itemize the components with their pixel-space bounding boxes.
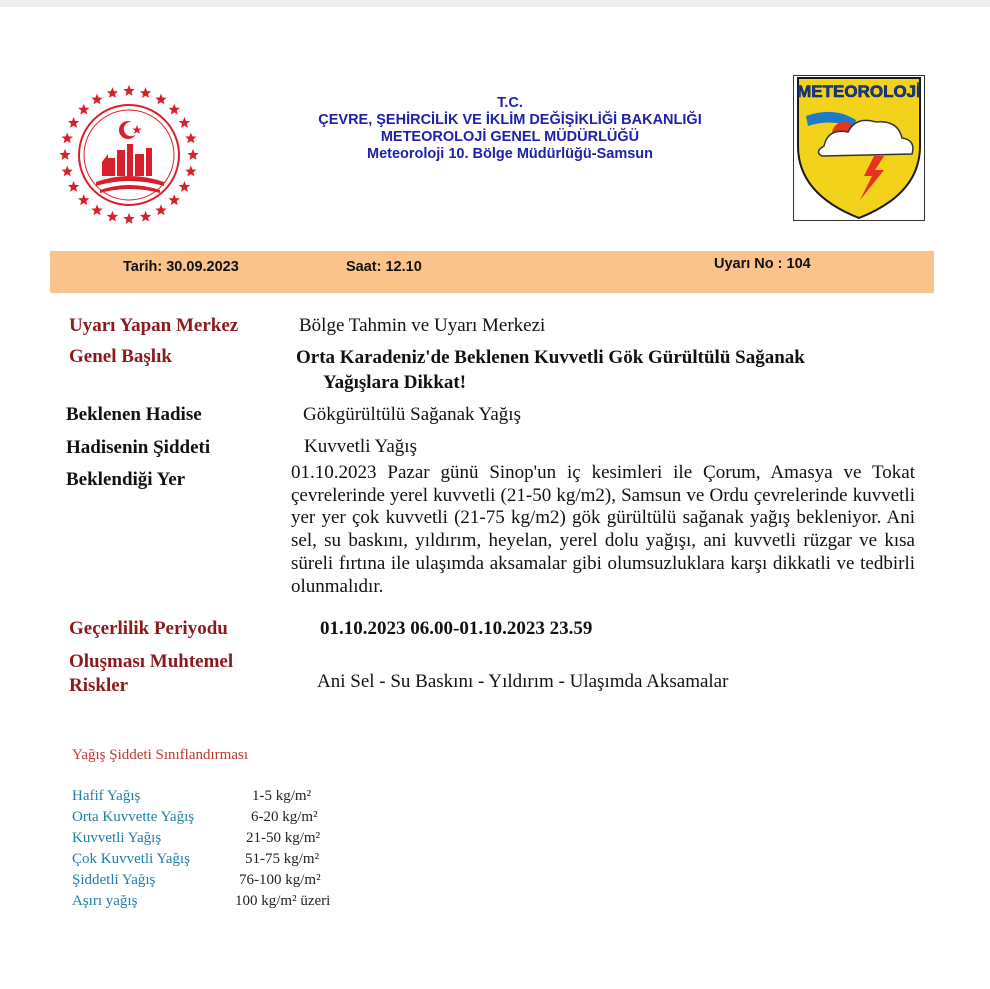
seal-star-icon (61, 166, 72, 177)
classification-value: 1-5 kg/m² (252, 788, 312, 804)
classification-row (72, 849, 372, 870)
location-value: 01.10.2023 Pazar günü Sinop'un iç kesimleri ile Çorum, Amasya ve Tokat çevrelerinde yerel kuvvetli (21-50 kg/m2), Samsun ve Ordu çevrelerinde kuvvetli yer yer çok kuvvetli (21-75 kg/m2) gök gürültülü sağanak yağış bekleniyor. Ani sel, su baskını, yıldırım, heyelan, yerel dolu yağışı, ani kuvvetli rüzgar ve kısa süreli fırtına ile ulaşımda aksamalar gibi olumsuzluklara karşı dikkatli ve tedbirli olunmalıdır. (291, 462, 915, 597)
classification-name: Şiddetli Yağış (72, 872, 156, 888)
classification-row (72, 870, 372, 891)
classification-value: 100 kg/m² üzeri (235, 893, 331, 909)
seal-star-icon (185, 132, 196, 143)
warning-date: Tarih: 30.09.2023 (123, 259, 239, 275)
header-line-directorate: METEOROLOJİ GENEL MÜDÜRLÜĞÜ (380, 129, 640, 145)
center-label: Uyarı Yapan Merkez (69, 315, 239, 336)
seal-star-icon (169, 194, 180, 205)
classification-value: 6-20 kg/m² (251, 809, 318, 825)
seal-star-icon (91, 204, 102, 215)
seal-star-icon (61, 132, 72, 143)
classification-name: Hafif Yağış (72, 788, 141, 804)
warning-time: Saat: 12.10 (346, 259, 422, 275)
ministry-header (250, 95, 770, 163)
classification-value: 21-50 kg/m² (246, 830, 321, 846)
title-label: Genel Başlık (69, 346, 172, 367)
classification-name: Kuvvetli Yağış (72, 830, 162, 846)
seal-star-icon (140, 87, 151, 98)
seal-star-icon (155, 94, 166, 105)
classification-name: Çok Kuvvetli Yağış (72, 851, 190, 867)
seal-star-icon (107, 87, 118, 98)
seal-star-icon (179, 181, 190, 192)
seal-star-icon (123, 213, 134, 224)
meteoroloji-logo (793, 75, 925, 221)
logo-text: METEOROLOJİ (797, 82, 921, 101)
seal-star-icon (78, 104, 89, 115)
classification-title: Yağış Şiddeti Sınıflandırması (72, 747, 248, 763)
seal-star-icon (179, 117, 190, 128)
classification-value: 76-100 kg/m² (239, 872, 321, 888)
severity-value: Kuvvetli Yağış (304, 436, 417, 457)
seal-star-icon (140, 211, 151, 222)
event-label: Beklenen Hadise (66, 404, 202, 425)
seal-star-icon (68, 117, 79, 128)
title-value-line2: Yağışlara Dikkat! (323, 372, 467, 393)
severity-label: Hadisenin Şiddeti (66, 437, 211, 458)
classification-row (72, 786, 372, 807)
seal-star-icon (185, 166, 196, 177)
classification-row (72, 828, 372, 849)
header-line-tc: T.C. (497, 95, 523, 111)
risks-label-line1: Oluşması Muhtemel (69, 651, 234, 672)
seal-star-icon (107, 211, 118, 222)
classification-name: Aşırı yağış (72, 893, 138, 909)
header-line-ministry: ÇEVRE, ŞEHİRCİLİK VE İKLİM DEĞİŞİKLİĞİ BAKANLIĞI (318, 112, 702, 128)
ministry-seal-logo (52, 78, 206, 232)
risks-value: Ani Sel - Su Baskını - Yıldırım - Ulaşımda Aksamalar (317, 671, 729, 692)
classification-value: 51-75 kg/m² (245, 851, 320, 867)
seal-star-icon (123, 85, 134, 96)
risks-label-line2: Riskler (69, 675, 129, 696)
seal-star-icon (155, 204, 166, 215)
classification-row (72, 807, 372, 828)
warning-number: Uyarı No : 104 (714, 256, 811, 272)
title-value-line1: Orta Karadeniz'de Beklenen Kuvvetli Gök Gürültülü Sağanak (296, 347, 805, 368)
seal-star-icon (59, 149, 70, 160)
seal-star-icon (68, 181, 79, 192)
seal-star-icon (169, 104, 180, 115)
validity-label: Geçerlilik Periyodu (69, 618, 228, 639)
header-line-regional: Meteoroloji 10. Bölge Müdürlüğü-Samsun (367, 146, 653, 162)
center-value: Bölge Tahmin ve Uyarı Merkezi (299, 315, 546, 336)
warning-info-band (50, 251, 934, 293)
validity-value: 01.10.2023 06.00-01.10.2023 23.59 (320, 618, 593, 639)
top-strip (0, 0, 990, 7)
classification-name: Orta Kuvvette Yağış (72, 809, 195, 825)
seal-star-icon (187, 149, 198, 160)
seal-star-icon (78, 194, 89, 205)
event-value: Gökgürültülü Sağanak Yağış (303, 404, 521, 425)
classification-row (72, 891, 372, 912)
seal-star-icon (91, 94, 102, 105)
location-label: Beklendiği Yer (66, 469, 186, 490)
